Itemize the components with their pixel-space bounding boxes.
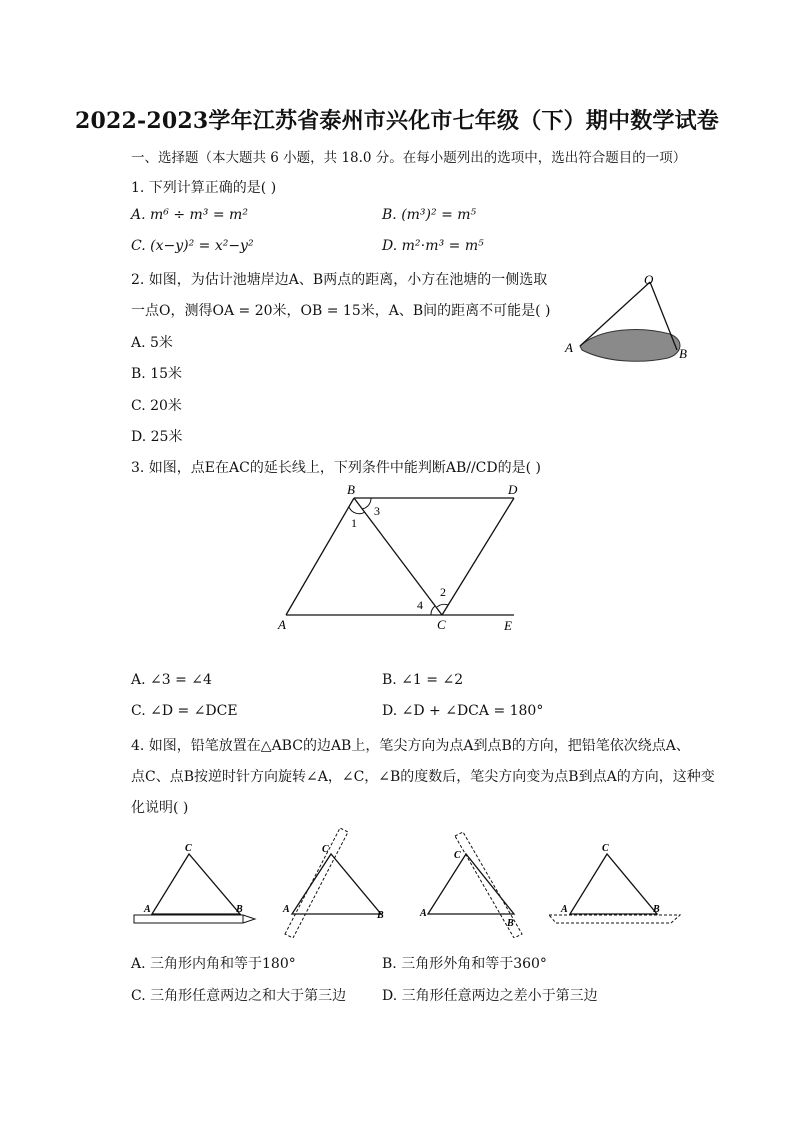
question-3-option-b: B. ∠1 = ∠2 xyxy=(382,672,464,688)
question-3-option-d: D. ∠D + ∠DCA = 180° xyxy=(382,703,544,719)
label-o: O xyxy=(644,272,654,287)
label-b: B xyxy=(507,918,514,929)
question-4-stem-line-3: 化说明( ) xyxy=(131,800,189,816)
label-a: A xyxy=(283,904,290,915)
question-2-option-a: A. 5米 xyxy=(131,335,173,351)
question-1-option-b: B. (m³)² = m⁵ xyxy=(382,207,477,223)
reversed-pencil xyxy=(549,915,680,923)
label-angle-2: 2 xyxy=(440,585,446,599)
question-2-stem-line-2: 一点O，测得OA = 20米，OB = 15米，A、B间的距离不可能是( ) xyxy=(131,303,551,319)
question-4-stem-line-1: 4. 如图，铅笔放置在△ABC的边AB上，笔尖方向为点A到点B的方向，把铅笔依次绕点A、 xyxy=(131,738,690,754)
label-a: A xyxy=(144,904,151,915)
question-4-option-b: B. 三角形外角和等于360° xyxy=(382,956,547,972)
label-c: C xyxy=(602,843,609,854)
label-c: C xyxy=(185,843,192,854)
triangle-panel-1 xyxy=(134,843,255,923)
label-b: B xyxy=(347,482,355,497)
triangle-abc xyxy=(292,854,381,914)
label-a: A xyxy=(420,908,427,919)
pencil-rotation-figure xyxy=(125,826,690,938)
triangle-abc xyxy=(570,854,657,914)
label-c: C xyxy=(437,617,446,632)
label-c: C xyxy=(322,844,329,855)
question-3-option-c: C. ∠D = ∠DCE xyxy=(131,703,238,719)
label-b: B xyxy=(679,346,687,361)
label-d: D xyxy=(508,482,518,497)
question-1-stem: 1. 下列计算正确的是( ) xyxy=(131,180,277,196)
pencil xyxy=(134,915,255,923)
question-4-option-c: C. 三角形任意两边之和大于第三边 xyxy=(131,988,347,1004)
question-2-stem-line-1: 2. 如图，为估计池塘岸边A、B两点的距离，小方在池塘的一侧选取 xyxy=(131,272,548,288)
triangle-panel-4 xyxy=(549,843,680,923)
segment-bc xyxy=(354,498,442,615)
label-b: B xyxy=(236,904,243,915)
question-1-option-d: D. m²⋅m³ = m⁵ xyxy=(382,238,484,254)
label-angle-4: 4 xyxy=(417,598,423,612)
pond-figure xyxy=(560,268,700,368)
triangle-panel-2 xyxy=(282,828,384,938)
label-c: C xyxy=(454,850,461,861)
label-angle-3: 3 xyxy=(374,504,380,518)
label-angle-1: 1 xyxy=(351,516,357,530)
label-a: A xyxy=(565,340,573,355)
pond-shape xyxy=(580,330,680,362)
label-b: B xyxy=(653,904,660,915)
question-4-option-d: D. 三角形任意两边之差小于第三边 xyxy=(382,988,598,1004)
triangle-abc xyxy=(152,854,240,914)
rotated-pencil xyxy=(285,828,348,938)
triangle-panel-3 xyxy=(419,832,522,938)
angle-2-arc xyxy=(437,604,448,607)
label-e: E xyxy=(504,618,512,633)
angle-3-arc xyxy=(362,498,371,509)
angle-4-arc xyxy=(431,606,435,615)
page-title: 2022-2023学年江苏省泰州市兴化市七年级（下）期中数学试卷 xyxy=(75,108,719,134)
question-3-option-a: A. ∠3 = ∠4 xyxy=(131,672,212,688)
label-b: B xyxy=(377,910,384,921)
label-a: A xyxy=(561,904,568,915)
section-heading: 一、选择题（本大题共 6 小题，共 18.0 分。在每小题列出的选项中，选出符合题目的一项） xyxy=(131,150,687,166)
question-2-option-d: D. 25米 xyxy=(131,429,183,445)
question-4-stem-line-2: 点C、点B按逆时针方向旋转∠A，∠C，∠B的度数后，笔尖方向变为点B到点A的方向，这种变 xyxy=(131,769,715,785)
question-1-option-c: C. (x−y)² = x²−y² xyxy=(131,238,254,254)
question-1-option-a: A. m⁶ ÷ m³ = m² xyxy=(131,207,248,223)
question-3-stem: 3. 如图，点E在AC的延长线上，下列条件中能判断AB//CD的是( ) xyxy=(131,460,541,476)
question-4-option-a: A. 三角形内角和等于180° xyxy=(131,956,296,972)
segment-ab xyxy=(286,498,354,615)
question-2-option-b: B. 15米 xyxy=(131,366,183,382)
segment-dc xyxy=(442,498,514,615)
question-2-option-c: C. 20米 xyxy=(131,398,182,414)
parallel-lines-figure xyxy=(272,478,532,636)
label-a: A xyxy=(278,617,286,632)
